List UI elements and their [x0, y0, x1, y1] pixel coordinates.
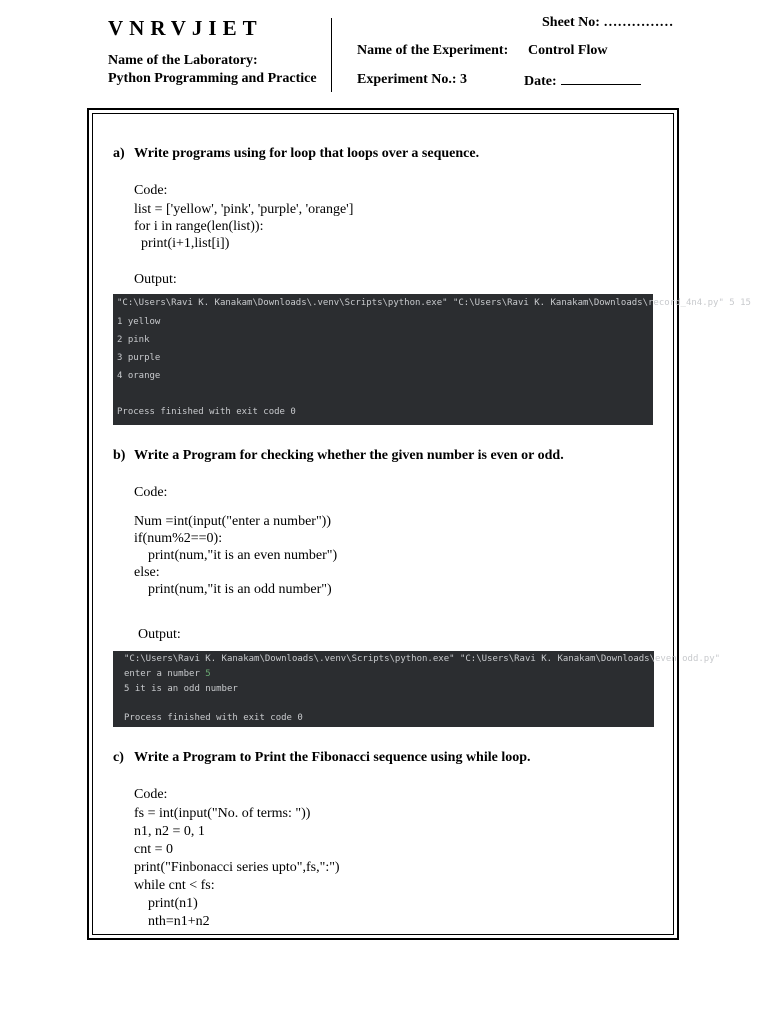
terminal-line: 1 yellow	[117, 317, 161, 327]
terminal-command: "C:\Users\Ravi K. Kanakam\Downloads\.venv\Scripts\python.exe" "C:\Users\Ravi K. Kanakam\Downloads\even odd.py"	[124, 654, 721, 664]
code-label: Code:	[134, 183, 168, 198]
terminal-exit: Process finished with exit code 0	[124, 713, 303, 723]
experiment-number: Experiment No.: 3	[357, 72, 468, 87]
terminal-output	[113, 651, 721, 727]
date-blank-line	[561, 72, 641, 85]
experiment-name-label: Name of the Experiment:	[357, 43, 509, 58]
header-divider	[331, 18, 332, 92]
question-c	[113, 750, 531, 766]
lab-label: Name of the Laboratory:	[108, 53, 258, 68]
terminal-line: 4 orange	[117, 371, 161, 381]
lab-name: Python Programming and Practice	[108, 71, 317, 86]
terminal-prompt-line	[124, 669, 211, 679]
question-number: a)	[113, 146, 125, 161]
question-number: c)	[113, 750, 124, 765]
college-name: VNRVJIET	[108, 16, 263, 40]
lab-info	[108, 52, 317, 88]
terminal-line: 2 pink	[117, 335, 150, 345]
question-a	[113, 146, 479, 162]
question-title: Write programs using for loop that loops over a sequence.	[134, 146, 480, 161]
question-b	[113, 448, 564, 464]
code-block: list = ['yellow', 'pink', 'purple', 'orange'] for i in range(len(list)): print(i+1,list[i])	[134, 202, 354, 251]
terminal-command: "C:\Users\Ravi K. Kanakam\Downloads\.venv\Scripts\python.exe" "C:\Users\Ravi K. Kanakam\Downloads\record_4n4.py" 5 15	[117, 298, 751, 308]
terminal-prompt: enter a number	[124, 669, 206, 679]
output-label: Output:	[138, 627, 181, 642]
terminal-line: 3 purple	[117, 353, 161, 363]
question-title: Write a Program to Print the Fibonacci sequence using while loop.	[134, 750, 531, 765]
question-title: Write a Program for checking whether the given number is even or odd.	[134, 448, 564, 463]
code-label: Code:	[134, 485, 168, 500]
question-number: b)	[113, 448, 126, 463]
terminal-result: 5 it is an odd number	[124, 684, 238, 694]
terminal-output	[113, 294, 751, 425]
code-block: Num =int(input("enter a number")) if(num%2==0): print(num,"it is an even number") else: print(num,"it is an odd number")	[134, 514, 338, 597]
code-block: fs = int(input("No. of terms: ")) n1, n2 = 0, 1 cnt = 0 print("Finbonacci series upto",fs,":") while cnt < fs: print(n1) nth=n1+n2	[134, 806, 340, 929]
experiment-name: Control Flow	[528, 43, 608, 58]
date-label: Date:	[524, 74, 557, 89]
code-label: Code:	[134, 787, 168, 802]
sheet-number: Sheet No: ……………	[542, 15, 674, 30]
terminal-exit: Process finished with exit code 0	[117, 407, 296, 417]
date-field	[524, 72, 641, 90]
output-label: Output:	[134, 272, 177, 287]
terminal-user-input: 5	[205, 669, 211, 679]
